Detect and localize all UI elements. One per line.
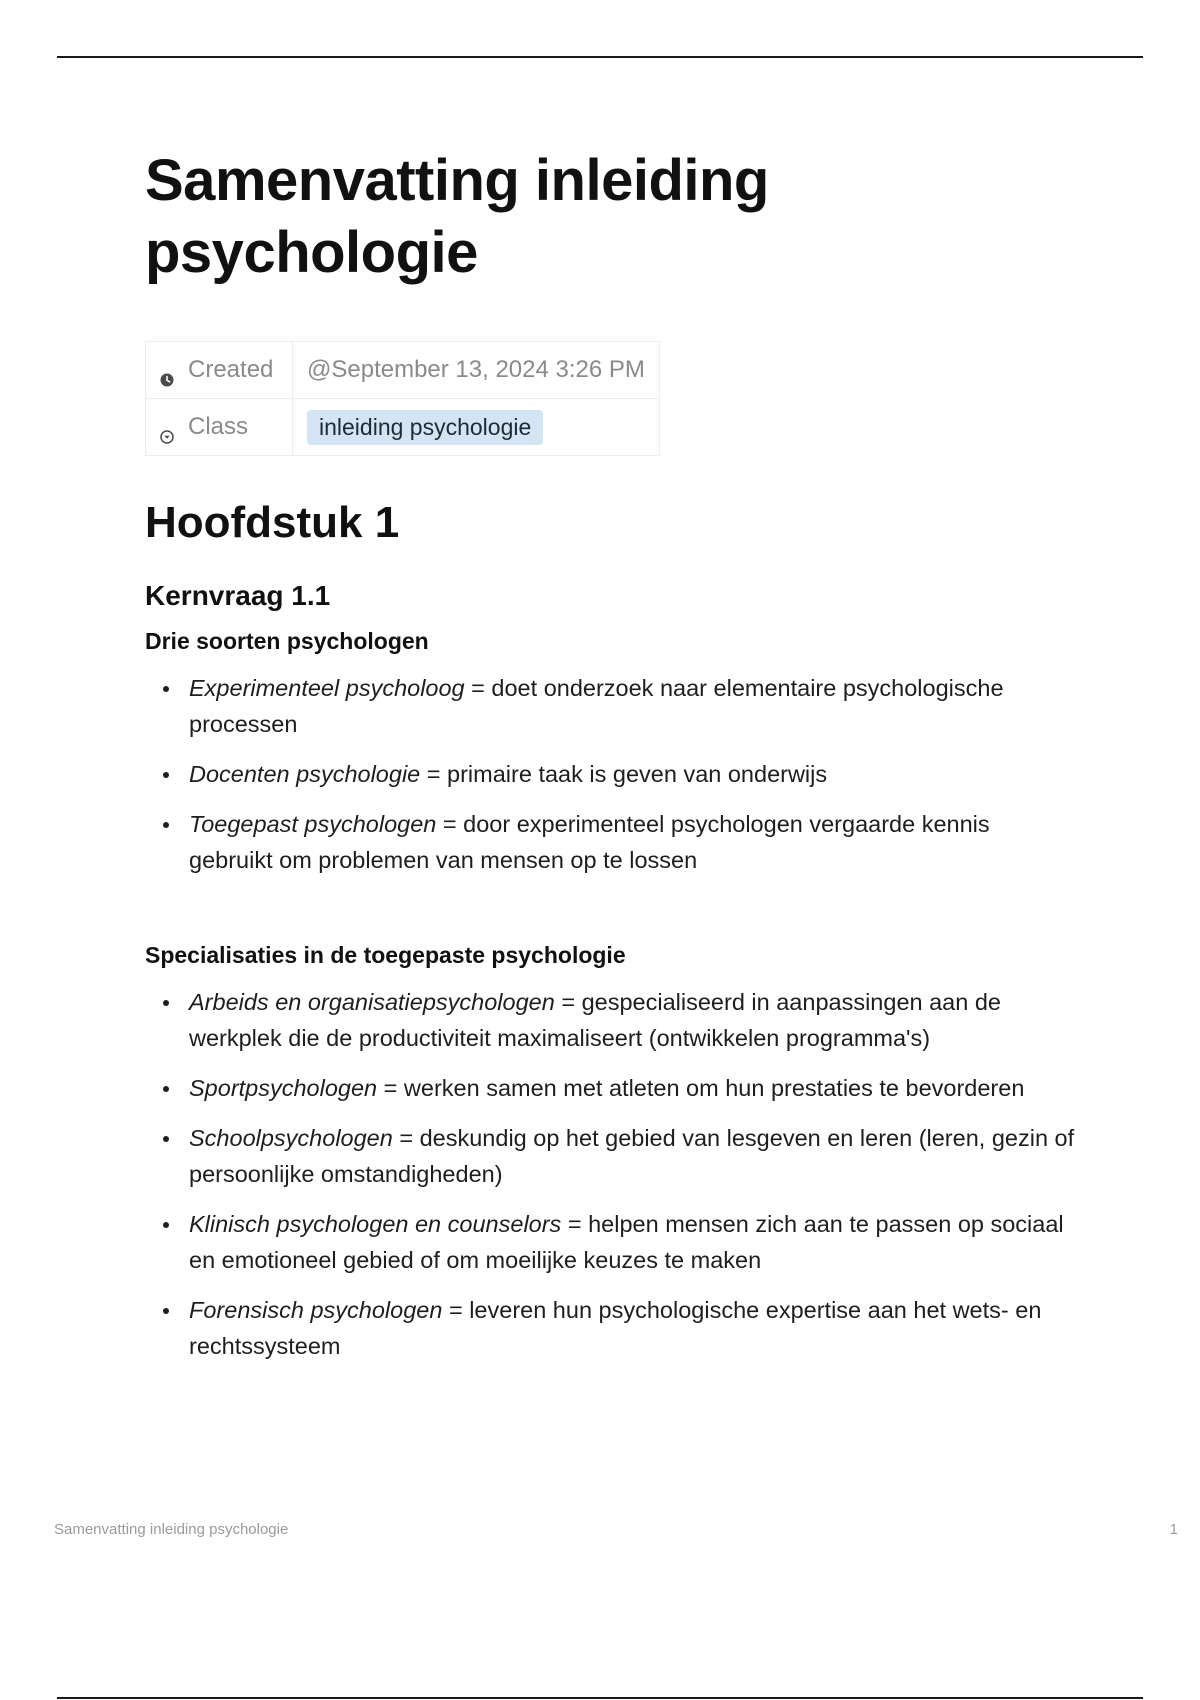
property-class-value[interactable] <box>293 399 660 456</box>
term-description: = deskundig op het gebied van lesgeven en leren (leren, gezin of persoonlijke omstandigheden) <box>189 1125 1075 1187</box>
bullet-list <box>145 670 1095 878</box>
term: Klinisch psychologen en counselors <box>189 1211 562 1237</box>
clock-icon <box>160 366 174 380</box>
bottom-divider <box>57 1697 1143 1699</box>
list-item <box>189 1206 1095 1278</box>
list-item <box>189 1070 1095 1106</box>
section-heading: Specialisaties in de toegepaste psychologie <box>145 942 626 968</box>
chapter-heading: Hoofdstuk 1 <box>145 498 400 547</box>
property-created-value[interactable]: @September 13, 2024 3:26 PM <box>293 342 660 399</box>
term: Toegepast psychologen <box>189 811 437 837</box>
term: Experimenteel psycholoog <box>189 675 465 701</box>
select-icon <box>160 423 174 437</box>
page-content <box>145 145 1095 1378</box>
property-row-created <box>146 342 660 399</box>
list-item <box>189 806 1095 878</box>
property-name-cell <box>146 342 293 399</box>
property-label: Class <box>188 413 249 440</box>
term-description: = werken samen met atleten om hun prestaties te bevorderen <box>377 1075 1025 1101</box>
list-item <box>189 670 1095 742</box>
section-heading: Drie soorten psychologen <box>145 628 429 654</box>
property-name-cell <box>146 399 293 456</box>
bullet-list <box>145 984 1095 1364</box>
term: Docenten psychologie <box>189 761 421 787</box>
question-heading: Kernvraag 1.1 <box>145 580 331 611</box>
list-item <box>189 1120 1095 1192</box>
footer-title: Samenvatting inleiding psychologie <box>54 1521 289 1538</box>
term-description: = leveren hun psychologische expertise aan het wets- en rechtssysteem <box>189 1297 1042 1359</box>
term-description: = helpen mensen zich aan te passen op sociaal en emotioneel gebied of om moeilijke keuzes te maken <box>189 1211 1064 1273</box>
term: Forensisch psychologen <box>189 1297 443 1323</box>
term: Arbeids en organisatiepsychologen <box>189 989 555 1015</box>
term: Sportpsychologen <box>189 1075 378 1101</box>
term-description: = primaire taak is geven van onderwijs <box>420 761 828 787</box>
term-description: = doet onderzoek naar elementaire psychologische processen <box>189 675 1004 737</box>
class-tag[interactable]: inleiding psychologie <box>307 410 543 445</box>
term-description: = door experimenteel psychologen vergaarde kennis gebruikt om problemen van mensen op te lossen <box>189 811 990 873</box>
property-label: Created <box>188 356 274 383</box>
list-item <box>189 984 1095 1056</box>
properties-table <box>145 341 660 456</box>
list-item <box>189 1292 1095 1364</box>
top-divider <box>57 56 1143 58</box>
term-description: = gespecialiseerd in aanpassingen aan de werkplek die de productiviteit maximaliseert (ontwikkelen programma's) <box>189 989 1001 1051</box>
property-row-class <box>146 399 660 456</box>
footer-page-number: 1 <box>1169 1521 1178 1538</box>
term: Schoolpsychologen <box>189 1125 393 1151</box>
page-title: Samenvatting inleiding psychologie <box>145 148 769 285</box>
list-item <box>189 756 1095 792</box>
